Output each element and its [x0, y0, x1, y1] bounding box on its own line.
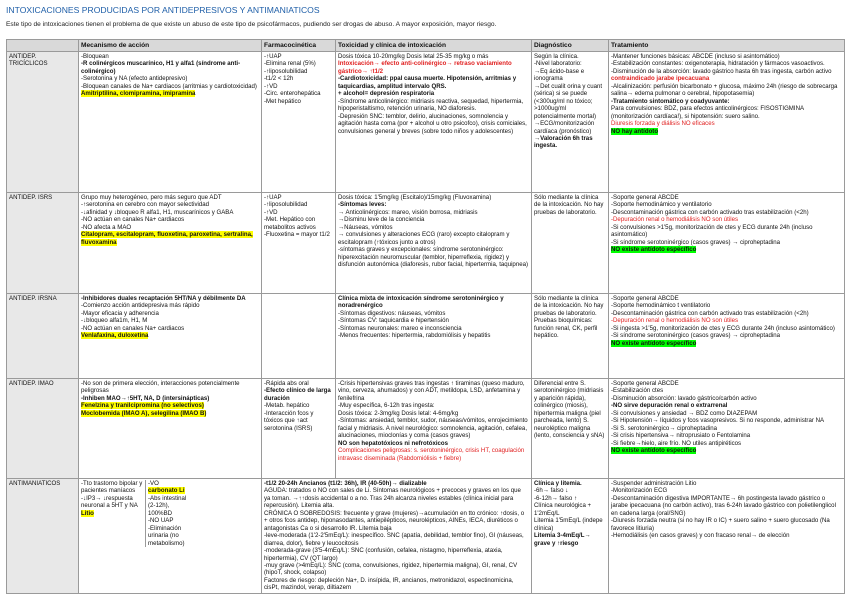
treatment-cell — [609, 52, 845, 193]
diag-line: →Det cualit orina y cuant (sérica) si se puede (<300ug/ml no tóxico; >1000ug/ml potencialmente mortal) — [534, 82, 603, 120]
mechanism-line: -Comienzo acción antidepresiva más rápido — [81, 302, 200, 310]
diag-line: Sólo mediante la clínica de la intoxicación. No hay pruebas de laboratorio. — [534, 194, 604, 216]
tox-line: Clínica mixta de intoxicación síndrome serotoninérgico y noradrenérgico — [338, 295, 504, 310]
treatment-cell — [609, 479, 845, 594]
document-title: INTOXICACIONES PRODUCIDAS POR ANTIDEPRESIVOS Y ANTIMANIATICOS — [6, 5, 320, 15]
pk-line: -↑UAP — [264, 194, 282, 201]
table-header-row — [7, 40, 845, 52]
treat-line: -Si Hipotensión→ líquidos y fcos vasopresivos. Si no responde, administrar NA — [611, 417, 825, 425]
treat-line: Para convulsiones: BDZ, para efectos anticolinérgicos: FISOSTIGMINA (monitorización cardíaca!), si hipotensión: suero salino. — [611, 105, 804, 120]
pk-line: -NO UAP — [148, 517, 174, 525]
treatment-cell — [609, 294, 845, 379]
treat-line: -Soporte hemodinámico t ventilatorio — [611, 302, 711, 310]
table-row-imao — [7, 379, 845, 479]
mechanism-line: -NO afecta a MAO — [81, 223, 132, 231]
mechanism-line: -NO actúan en canales Na+ cardiacos — [81, 216, 185, 224]
mechanism-line: -↓bloqueo alfa1m, H1, M — [81, 317, 148, 325]
group-cell — [7, 379, 79, 479]
pk-line: -Interacción fcos y tóxicos que ↑act serotonina (ISRS) — [264, 409, 314, 432]
tox-line: -Depresión SNC: temblor, delirio, alucinaciones, somnolencia y agitación hasta coma (por + alcohol u otro psicofco), crisis comiciales, convulsiones general y breves (sobre todo niños y adolescentes) — [338, 112, 527, 135]
treat-line: -Estabilización ctes — [611, 387, 664, 395]
mechanism-line: -↓afinidad y ↓bloqueo R alfa1, H1, muscarínicos y GABA — [81, 208, 234, 216]
pk-line: -Eliminación urinaria (no metabolismo) — [148, 524, 185, 547]
treat-line: -Tratamiento sintomático y coadyuvante: — [611, 97, 730, 105]
drug-list: Moclobemida (IMAO A), selegilina (IMAO B) — [81, 409, 207, 417]
pk-line: -Met. Hepático con metabolitos activos — [264, 216, 316, 231]
treat-line: -Descontaminación gástrica con carbón activado tras estabilización (<2h) — [611, 309, 809, 317]
tox-line: + alcohol= depresión respiratoria — [338, 90, 435, 98]
pk-line: -Abs intestinal (2-12h), 100%BD — [148, 494, 187, 517]
mechanism-line: -Inhiben MAO→↑5HT, NA, D (intersinápticas) — [81, 394, 210, 402]
pk-line: -t1/2 < 12h — [264, 75, 294, 83]
group-label: ANTIDEP. — [9, 53, 37, 60]
treat-line: -Monitorización ECG — [611, 487, 668, 495]
treat-line: -Si convulsiones >1'5g, monitorización de ctes y ECG durante 24h (incluso asintomático) — [611, 223, 813, 239]
tox-line: CRÓNICA O SOBREDOSIS: frecuente y grave (mujeres)→acumulación en tto crónico: ↑dosis, o + otros fcos antidep, hiponasodantes, antiepilépticos, neurolépticos, AINEs, IECA, diuréticos o antagonistas Ca o si desarrollo IR. Litemia baja — [264, 509, 525, 532]
group-cell — [7, 52, 79, 193]
drug-list: Citalopram, escitalopram, fluoxetina, paroxetina, sertralina, fluvoxamina — [81, 231, 253, 246]
pk-line: -Metab. hepático — [264, 402, 310, 410]
diag-line: -6-12h→ falso ↑ — [534, 494, 578, 502]
antidote-note: NO hay antídoto — [611, 127, 659, 135]
toxicity-cell — [336, 193, 532, 294]
toxicity-cell — [336, 379, 532, 479]
treat-line: -Si crisis hipertensiva→ nitroprusiato o Fentolamina — [611, 432, 751, 440]
mechanism-line: -R colinérgicos muscarínico, H1 y alfa1 (síndrome anti-colinérgico) — [81, 60, 241, 75]
pharmacokinetics-cell — [262, 52, 336, 193]
treat-line: Diuresis forzada y diálisis NO eficaces — [611, 120, 715, 128]
diag-line: →Eq ácido-base e ionograma — [534, 67, 585, 83]
pharmacokinetics-cell — [262, 193, 336, 294]
header-treatment: Tratamiento — [609, 40, 845, 52]
pk-line: -Rápida abs oral — [264, 380, 309, 387]
pk-line: -Elimina renal (5%) — [264, 60, 316, 68]
group-cell — [7, 479, 79, 594]
pk-line: -↑VD — [264, 82, 278, 90]
diag-line: -6h→ falso ↓ — [534, 487, 569, 495]
tox-line: Factores de riesgo: depleción Na+, D. insípida, IR, ancianos, metronidazol, espectinomicina, cisPt, mazindol, verap, diltiazem — [264, 576, 514, 592]
tox-line: -Cardiotoxicidad: ppal causa muerte. Hipotensión, arritmias y taquicardias, amplitud intervalo QRS. — [338, 75, 517, 90]
tox-line: -muy grave (>4mEq/L): SNC (coma, convulsiones, rigidez, hipertermia maligna), GI, renal, CV (hipoT, shock, colapso) — [264, 561, 518, 577]
diagnosis-cell — [532, 379, 609, 479]
pk-line: -Circ. enterohepática — [264, 90, 321, 98]
pk-line: -↑UAP — [264, 53, 282, 60]
group-label: ANTIDEP. IMAO — [9, 380, 54, 387]
treat-line: -Soporte hemodinámico y ventilatorio — [611, 201, 712, 209]
header-group — [7, 40, 79, 52]
treat-line: contraindicado jarabe ipecacuana — [611, 75, 710, 83]
tox-line: -Síntomas digestivos: náuseas, vómitos — [338, 309, 446, 317]
toxicity-cell — [336, 52, 532, 193]
tox-line: Dosis tóxica: 2-3mg/kg Dosis letal: 4-6mg/kg — [338, 409, 459, 417]
treat-line: -Diuresis forzada neutra (si no hay IR o IC) + suero salino + suero glucosado (Na favorece litiuria) — [611, 517, 830, 532]
mechanism-line: -Bloquean canales de Na+ cardiacos (arritmias y cardiotoxicidad) — [81, 82, 257, 90]
mechanism-line: -Tto trastorno bipolar y pacientes maníacos — [81, 480, 143, 495]
diag-line: Litemia 1'5mEq/L (indepe clínica) — [534, 517, 603, 532]
treat-line: -Soporte general ABCDE — [611, 380, 679, 387]
group-cell — [7, 294, 79, 379]
toxicity-cell — [262, 479, 532, 594]
treat-line: -Depuración renal o hemodiálisis NO son útiles — [611, 216, 739, 224]
tox-line: -Menos frecuentes: hipertermia, rabdomiólisis y hepatitis — [338, 332, 491, 340]
mechanism-line: -↑serotonina en cerebro con mayor selectividad — [81, 201, 210, 209]
treat-line: -Si fiebre→hielo, aire frío. NO utiles antipiréticos — [611, 439, 742, 447]
mechanism-line: -Mayor eficacia y adherencia — [81, 309, 159, 317]
intoxication-table — [6, 39, 845, 594]
treat-line: -Si ingesta >1'5g, monitorización de ctes y ECG durante 24h (incluso asintomático) — [611, 324, 835, 332]
treat-line: -Descontaminación gástrica con carbón activado tras estabilización (<2h) — [611, 208, 809, 216]
mechanism-line: -Bloquean — [81, 53, 109, 60]
group-cell — [7, 193, 79, 294]
table-row-irsna — [7, 294, 845, 379]
tox-line: -Síndrome anticolinérgico: midriasis reactiva, sequedad, hipertermia, hipoperistaltismo, retención urinaria, NO diaforesis. — [338, 97, 524, 113]
diagnosis-cell — [532, 193, 609, 294]
mechanism-cell — [79, 379, 262, 479]
treat-line: -Si S. serotoninérgico→ ciproheptadina — [611, 424, 718, 432]
diag-line: Según la clínica. — [534, 53, 579, 60]
treat-line: -Depuración renal o hemodiálisis NO son útiles — [611, 317, 739, 325]
diag-line: Clínica neurológica + 1'2mEq/L — [534, 502, 592, 517]
diagnosis-cell — [532, 294, 609, 379]
pharmacokinetics-cell — [262, 379, 336, 479]
treat-line: -Soporte general ABCDE — [611, 194, 679, 201]
tox-line: -Síntomas CV: taquicardia e hipertensión — [338, 317, 449, 325]
treat-line: -Suspender administración Litio — [611, 480, 697, 487]
treat-line: -NO sirve depuración renal o extrarrenal — [611, 402, 728, 410]
pk-line: -VO — [148, 480, 159, 487]
diag-line: Pruebas bioquímicas: función renal, CK, perfil hepático. — [534, 317, 598, 340]
tox-line: NO son hepatotóxicos ni nefrotóxicos — [338, 439, 449, 447]
tox-line: -síntomas graves y excepcionales: síndrome serotoninérgico: hiperexcitación neuromuscular (temblor, hiperreflexia, rigidez) y disfunción autonómica (diaforesis, rubor facial, hipertermia, taquipnea) — [338, 246, 529, 269]
tox-line: -Muy específica, 6-12h tras ingesta: — [338, 402, 435, 410]
group-label: ANTIMANIATICOS — [9, 480, 61, 487]
treat-line: -Si síndrome serotoninérgico (casos graves) → ciproheptadina — [611, 332, 781, 340]
header-pharmacokinetics: Farmacocinética — [262, 40, 336, 52]
group-label: TRICÍCLICOS — [9, 60, 48, 68]
tox-line: -Crisis hipertensivas graves tras ingestas ↑ tiraminas (queso maduro, vino, cerveza, ahumados) y con ADT, metildopa, LSD, anfetamina y fenilefrina — [338, 380, 525, 402]
treatment-cell — [609, 379, 845, 479]
treat-line: -Estabilización constantes: oxigenoterapia, hidratación y fármacos vasoactivos. — [611, 60, 825, 68]
treat-line: -Si síndrome serotoninérgico (casos graves) → ciproheptadina — [611, 238, 781, 246]
mechanism-cell — [79, 193, 262, 294]
treat-line: -Descontaminación digestiva IMPORTANTE→ 6h postingesta lavado gástrico o jarabe ipecacuana (no carbón activo), tras 6-24h lavado gástrico con polietilenglicol en cadena larga (oral/SNG) — [611, 494, 836, 517]
table-row-antimaniaticos — [7, 479, 845, 594]
diag-line: Sólo mediante la clínica de la intoxicación. No hay pruebas de laboratorio. — [534, 295, 604, 317]
diag-line: Litemia 3-4mEq/L→ grave y ↑riesgo — [534, 532, 591, 547]
treat-line: -Alcalinización: perfusión bicarbonato + glucosa, máximo 24h (riesgo de sobrecarga salina→ edema pulmonar o cerebral, hipopotasemia) — [611, 82, 838, 98]
drug-list: Amitriptilina, clomipramina, imipramina — [81, 90, 196, 98]
lithium-mechanism — [81, 480, 143, 547]
treat-line: -Disminución absorción: lavado gástrico/carbón activo — [611, 394, 757, 402]
tox-line: AGUDA: tratados o NO con sales de Li. Síntomas neurológicos + precoces y graves en los que ya toman. →↑↑dosis accidental o a no. Tras 24h alcanza niveles estables (clínica inicial para repercusión). Litemia alta. — [264, 487, 521, 510]
treat-line: -Si convulsiones y ansiedad → BDZ como DIAZEPAM — [611, 409, 758, 417]
tox-line: → Anticolinérgicos: mareo, visión borrosa, midriasis — [338, 208, 478, 216]
treat-line: -Disminución de la absorción: lavado gástrico hasta 6h tras ingesta, carbón activo — [611, 67, 832, 75]
tox-line: Complicaciones peligrosas: s. serotoninérgico, crisis HT, coagulación intravasc diseminada (Rabdomiólisis + fiebre) — [338, 447, 525, 462]
treat-line: -Soporte general ABCDE — [611, 295, 679, 302]
pk-line: -Fluoxetina = mayor t1/2 — [264, 231, 330, 239]
group-label: ANTIDEP. IRSNA — [9, 295, 57, 302]
header-toxicity: Toxicidad y clínica de intoxicación — [336, 40, 532, 52]
drug-list: Fenelzina y tranilcipromina (no selectivos) — [81, 402, 204, 410]
mechanism-cell — [79, 52, 262, 193]
pk-line: -↑liposolubilidad — [264, 201, 308, 209]
drug-list: Venlafaxina, duloxetina — [81, 332, 149, 340]
tox-line: -moderada-grave (3'5-4mEq/L): SNC (confusión, cefalea, nistagmo, hiperreflexia, ataxia, hipertermia), CV (QT largo) — [264, 547, 503, 562]
antidote-note: NO existe antídoto específico — [611, 339, 697, 347]
pk-line: carbonato Li — [148, 487, 185, 495]
diag-line: →Valoración 6h tras ingesta. — [534, 134, 593, 150]
pk-line: -Efecto clínico de larga duración — [264, 387, 331, 402]
diag-line: -Nivel laboratorio: — [534, 60, 582, 68]
diag-line: Clínica y litemia. — [534, 480, 582, 487]
treatment-cell — [609, 193, 845, 294]
table-row-triciclicos — [7, 52, 845, 193]
diagnosis-cell — [532, 479, 609, 594]
pk-line: -Met hepático — [264, 97, 301, 105]
tox-line: Dosis tóxica: 1'5mg/kg (Escitalo)/15mg/kg (Fluvoxamina) — [338, 194, 492, 201]
tox-line: →Náuseas, vómitos — [338, 223, 393, 231]
pharmacokinetics-cell — [262, 294, 336, 379]
lithium-subcolumns — [81, 480, 259, 547]
mechanism-line: -↓IP3→ ↓respuesta neuronal a 5HT y NA — [81, 494, 138, 510]
header-mechanism: Mecanismo de acción — [79, 40, 262, 52]
group-label: ANTIDEP. ISRS — [9, 194, 53, 201]
diag-line: Diferencial entre S. serotoninérgico (midriasis y aparición rápida), colinérgico (miosis), hipertermia maligna (piel parcheada, lento) S. neuroléptico maligna (lento, consciencia y sNA) — [534, 380, 605, 440]
treat-line: -Mantener funciones básicas: ABCDE (incluso si asintomático) — [611, 53, 780, 60]
mechanism-line: -Serotonina y NA (efecto antidepresivo) — [81, 75, 188, 83]
antidote-note: NO existe antídoto específico — [611, 447, 697, 455]
drug-list: Litio — [81, 509, 94, 517]
mechanism-cell — [79, 479, 262, 594]
tox-line: -Síntomas leves: — [338, 201, 387, 209]
mechanism-line: Grupo muy heterogéneo, pero más seguro que ADT — [81, 194, 222, 201]
tox-line: Intoxicación→ efecto anti-colinérgico→ retraso vaciamiento gástrico→ ↑t1/2 — [338, 60, 512, 75]
document-subtitle: Este tipo de intoxicaciones tienen el problema de que existe un abuso de este tipo de psicofármacos, pudiendo ser drogas de abuso. A mayor exposición, mayor riesgo. — [6, 21, 497, 28]
diag-line: →ECG/monitorización cardíaca (pronóstico) — [534, 120, 595, 135]
lithium-pk — [145, 480, 194, 547]
tox-line: →Disminu leve de la conciencia — [338, 216, 425, 224]
toxicity-cell — [336, 294, 532, 379]
tox-line: -t1/2 20-24h Ancianos (t1/2: 36h), IR (40-50h)→ dializable — [264, 480, 427, 487]
tox-line: Dosis tóxica 10-20mg/kg Dosis letal 25-35 mg/kg o más — [338, 53, 489, 60]
mechanism-cell — [79, 294, 262, 379]
tox-line: -Síntomas neuronales: mareo e inconsciencia — [338, 324, 462, 332]
tox-line: → convulsiones y alteraciones ECG (raro) excepto citalopram y escitalopram (↑tóxicos junto a otros) — [338, 231, 510, 246]
table-row-isrs — [7, 193, 845, 294]
header-diagnosis: Diagnóstico — [532, 40, 609, 52]
tox-line: -leve-moderada (1'2-2'5mEq/L): inespecífico. SNC (apatía, debilidad, temblor fino), GI (náuseas, diarrea, dolor), fiebre y leucocitosis — [264, 532, 524, 547]
diagnosis-cell — [532, 52, 609, 193]
treat-line: -Hemodiálisis (en casos graves) y con fracaso renal→ de elección — [611, 532, 790, 540]
tox-line: -Síntomas: ansiedad, temblor, sudor, náuseas/vómitos, enrojecimiento facial y midriasis. A nivel neurológico: somnolencia, agitación, cefalea, alucinaciones, mioclonías y coma (casos graves) — [338, 417, 528, 440]
antidote-note: NO existe antídoto específico — [611, 246, 697, 254]
mechanism-line: -No son de primera elección, interacciones potencialmente peligrosas — [81, 380, 240, 395]
mechanism-line: -Inhibidores duales recaptación 5HT/NA y débilmente DA — [81, 295, 246, 302]
pk-line: -↑VD — [264, 208, 278, 216]
pk-line: -↑liposolubilidad — [264, 67, 308, 75]
mechanism-line: -NO actúan en canales Na+ cardiacos — [81, 324, 185, 332]
